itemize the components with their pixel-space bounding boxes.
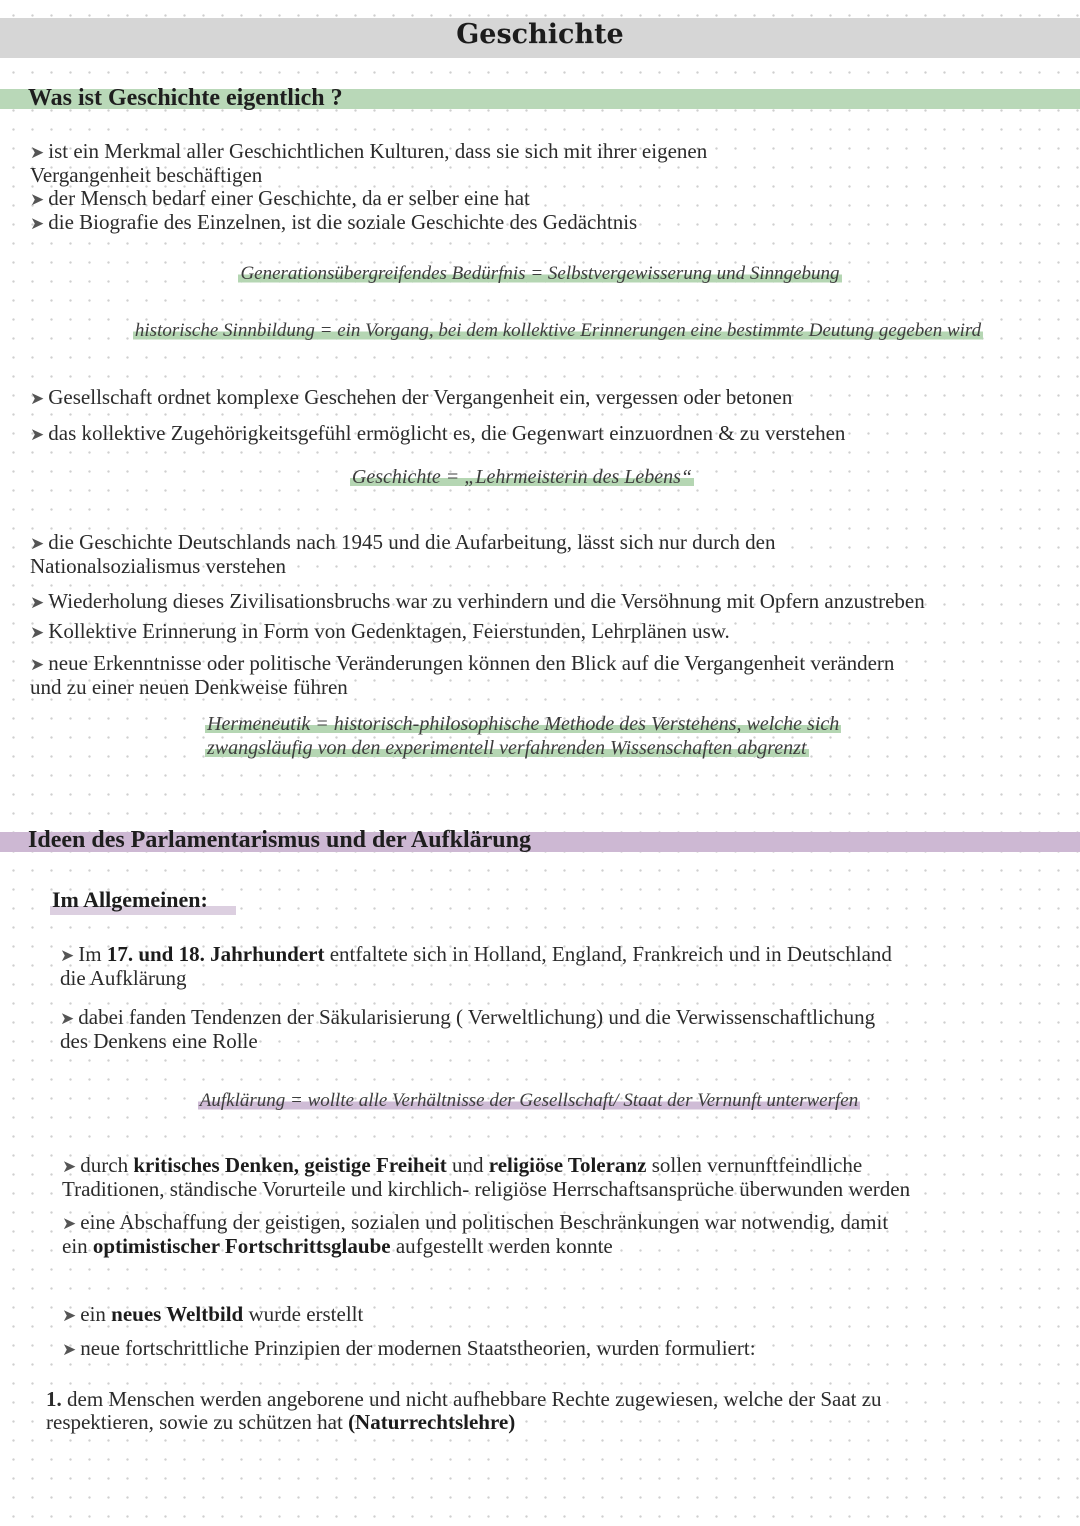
arrow-icon: ➤: [60, 1009, 75, 1028]
list-item: ➤ Kollektive Erinnerung in Form von Gedenktagen, Feierstunden, Lehrplänen usw.: [30, 619, 730, 643]
section-1-heading: Was ist Geschichte eigentlich ?: [28, 85, 343, 111]
list-item: ➤ die Biografie des Einzelnen, ist die soziale Geschichte des Gedächtnis: [30, 210, 638, 234]
list-item: ➤ dabei fanden Tendenzen der Säkularisierung ( Verweltlichung) und die Verwissenschaftlichung: [60, 1005, 876, 1029]
page-title: Geschichte: [456, 19, 624, 50]
arrow-icon: ➤: [30, 143, 45, 162]
bullet-list-5: [62, 1154, 910, 1258]
list-item-continuation: Nationalsozialismus verstehen: [30, 554, 287, 578]
list-item-continuation: die Aufklärung: [60, 966, 187, 990]
definition-3: Geschichte = „Lehrmeisterin des Lebens“: [351, 466, 693, 488]
bullet-list-3: [30, 531, 925, 699]
list-item-continuation: des Denkens eine Rolle: [60, 1029, 258, 1053]
list-item-continuation: und zu einer neuen Denkweise führen: [30, 675, 348, 699]
arrow-icon: ➤: [30, 655, 45, 674]
definition-4: Hermeneutik = historisch-philosophische Methode des Verstehens, welche sich zwangsläufig von den experimentell verfahrenden Wissenschaften abgrenzt: [207, 713, 840, 759]
bullet-list-2: [30, 380, 845, 452]
arrow-icon: ➤: [30, 534, 45, 553]
arrow-icon: ➤: [30, 593, 45, 612]
numbered-item-1: 1. dem Menschen werden angeborene und nicht aufhebbare Rechte zugewiesen, welche der Saat zu respektieren, sowie zu schützen hat (Naturrechtslehre): [46, 1387, 882, 1434]
arrow-icon: ➤: [30, 425, 45, 444]
subheading: Im Allgemeinen:: [52, 887, 208, 912]
arrow-icon: ➤: [62, 1157, 77, 1176]
list-item: ➤ ist ein Merkmal aller Geschichtlichen Kulturen, dass sie sich mit ihrer eigenen: [30, 139, 708, 163]
list-item: ➤ die Geschichte Deutschlands nach 1945 und die Aufarbeitung, lässt sich nur durch den: [30, 530, 776, 554]
definition-2: historische Sinnbildung = ein Vorgang, bei dem kollektive Erinnerungen eine bestimmte Deutung gegeben wird: [134, 320, 982, 341]
list-item: ➤ das kollektive Zugehörigkeitsgefühl ermöglicht es, die Gegenwart einzuordnen & zu verstehen: [30, 421, 846, 445]
bullet-list-4: [60, 943, 892, 1053]
arrow-icon: ➤: [30, 190, 45, 209]
list-item: ➤ neue fortschrittliche Prinzipien der modernen Staatstheorien, wurden formuliert:: [62, 1336, 756, 1360]
list-item-continuation: Vergangenheit beschäftigen: [30, 163, 263, 187]
list-item: ➤ Im 17. und 18. Jahrhundert entfaltete sich in Holland, England, Frankreich und in Deutschland: [60, 942, 892, 966]
list-item: ➤ neue Erkenntnisse oder politische Veränderungen können den Blick auf die Vergangenheit verändern: [30, 651, 895, 675]
list-item: ➤ der Mensch bedarf einer Geschichte, da er selber eine hat: [30, 186, 530, 210]
arrow-icon: ➤: [60, 946, 75, 965]
arrow-icon: ➤: [30, 214, 45, 233]
bullet-list-1: [30, 140, 707, 235]
list-item-continuation: Traditionen, ständische Vorurteile und kirchlich- religiöse Herrschaftsansprüche überwunden werden: [62, 1177, 911, 1201]
section-2-heading: Ideen des Parlamentarismus und der Aufklärung: [28, 827, 531, 853]
arrow-icon: ➤: [30, 623, 45, 642]
arrow-icon: ➤: [62, 1340, 77, 1359]
list-item: ➤ durch kritisches Denken, geistige Freiheit und religiöse Toleranz sollen vernunftfeindliche: [62, 1153, 863, 1177]
list-item: ➤ eine Abschaffung der geistigen, sozialen und politischen Beschränkungen war notwendig, damit: [62, 1210, 889, 1234]
list-item: ➤ Gesellschaft ordnet komplexe Geschehen der Vergangenheit ein, vergessen oder betonen: [30, 385, 793, 409]
definition-5: Aufklärung = wollte alle Verhältnisse der Gesellschaft/ Staat der Vernunft unterwerfen: [199, 1090, 859, 1111]
definition-1: Generationsübergreifendes Bedürfnis = Selbstvergewisserung und Sinngebung: [240, 263, 840, 284]
arrow-icon: ➤: [62, 1306, 77, 1325]
list-item: ➤ ein neues Weltbild wurde erstellt: [62, 1302, 364, 1326]
list-item: ➤ Wiederholung dieses Zivilisationsbruchs war zu verhindern und die Versöhnung mit Opfern anzustreben: [30, 589, 925, 613]
arrow-icon: ➤: [62, 1214, 77, 1233]
arrow-icon: ➤: [30, 389, 45, 408]
bullet-list-6: [62, 1298, 756, 1366]
list-item-continuation: ein optimistischer Fortschrittsglaube aufgestellt werden konnte: [62, 1234, 613, 1258]
